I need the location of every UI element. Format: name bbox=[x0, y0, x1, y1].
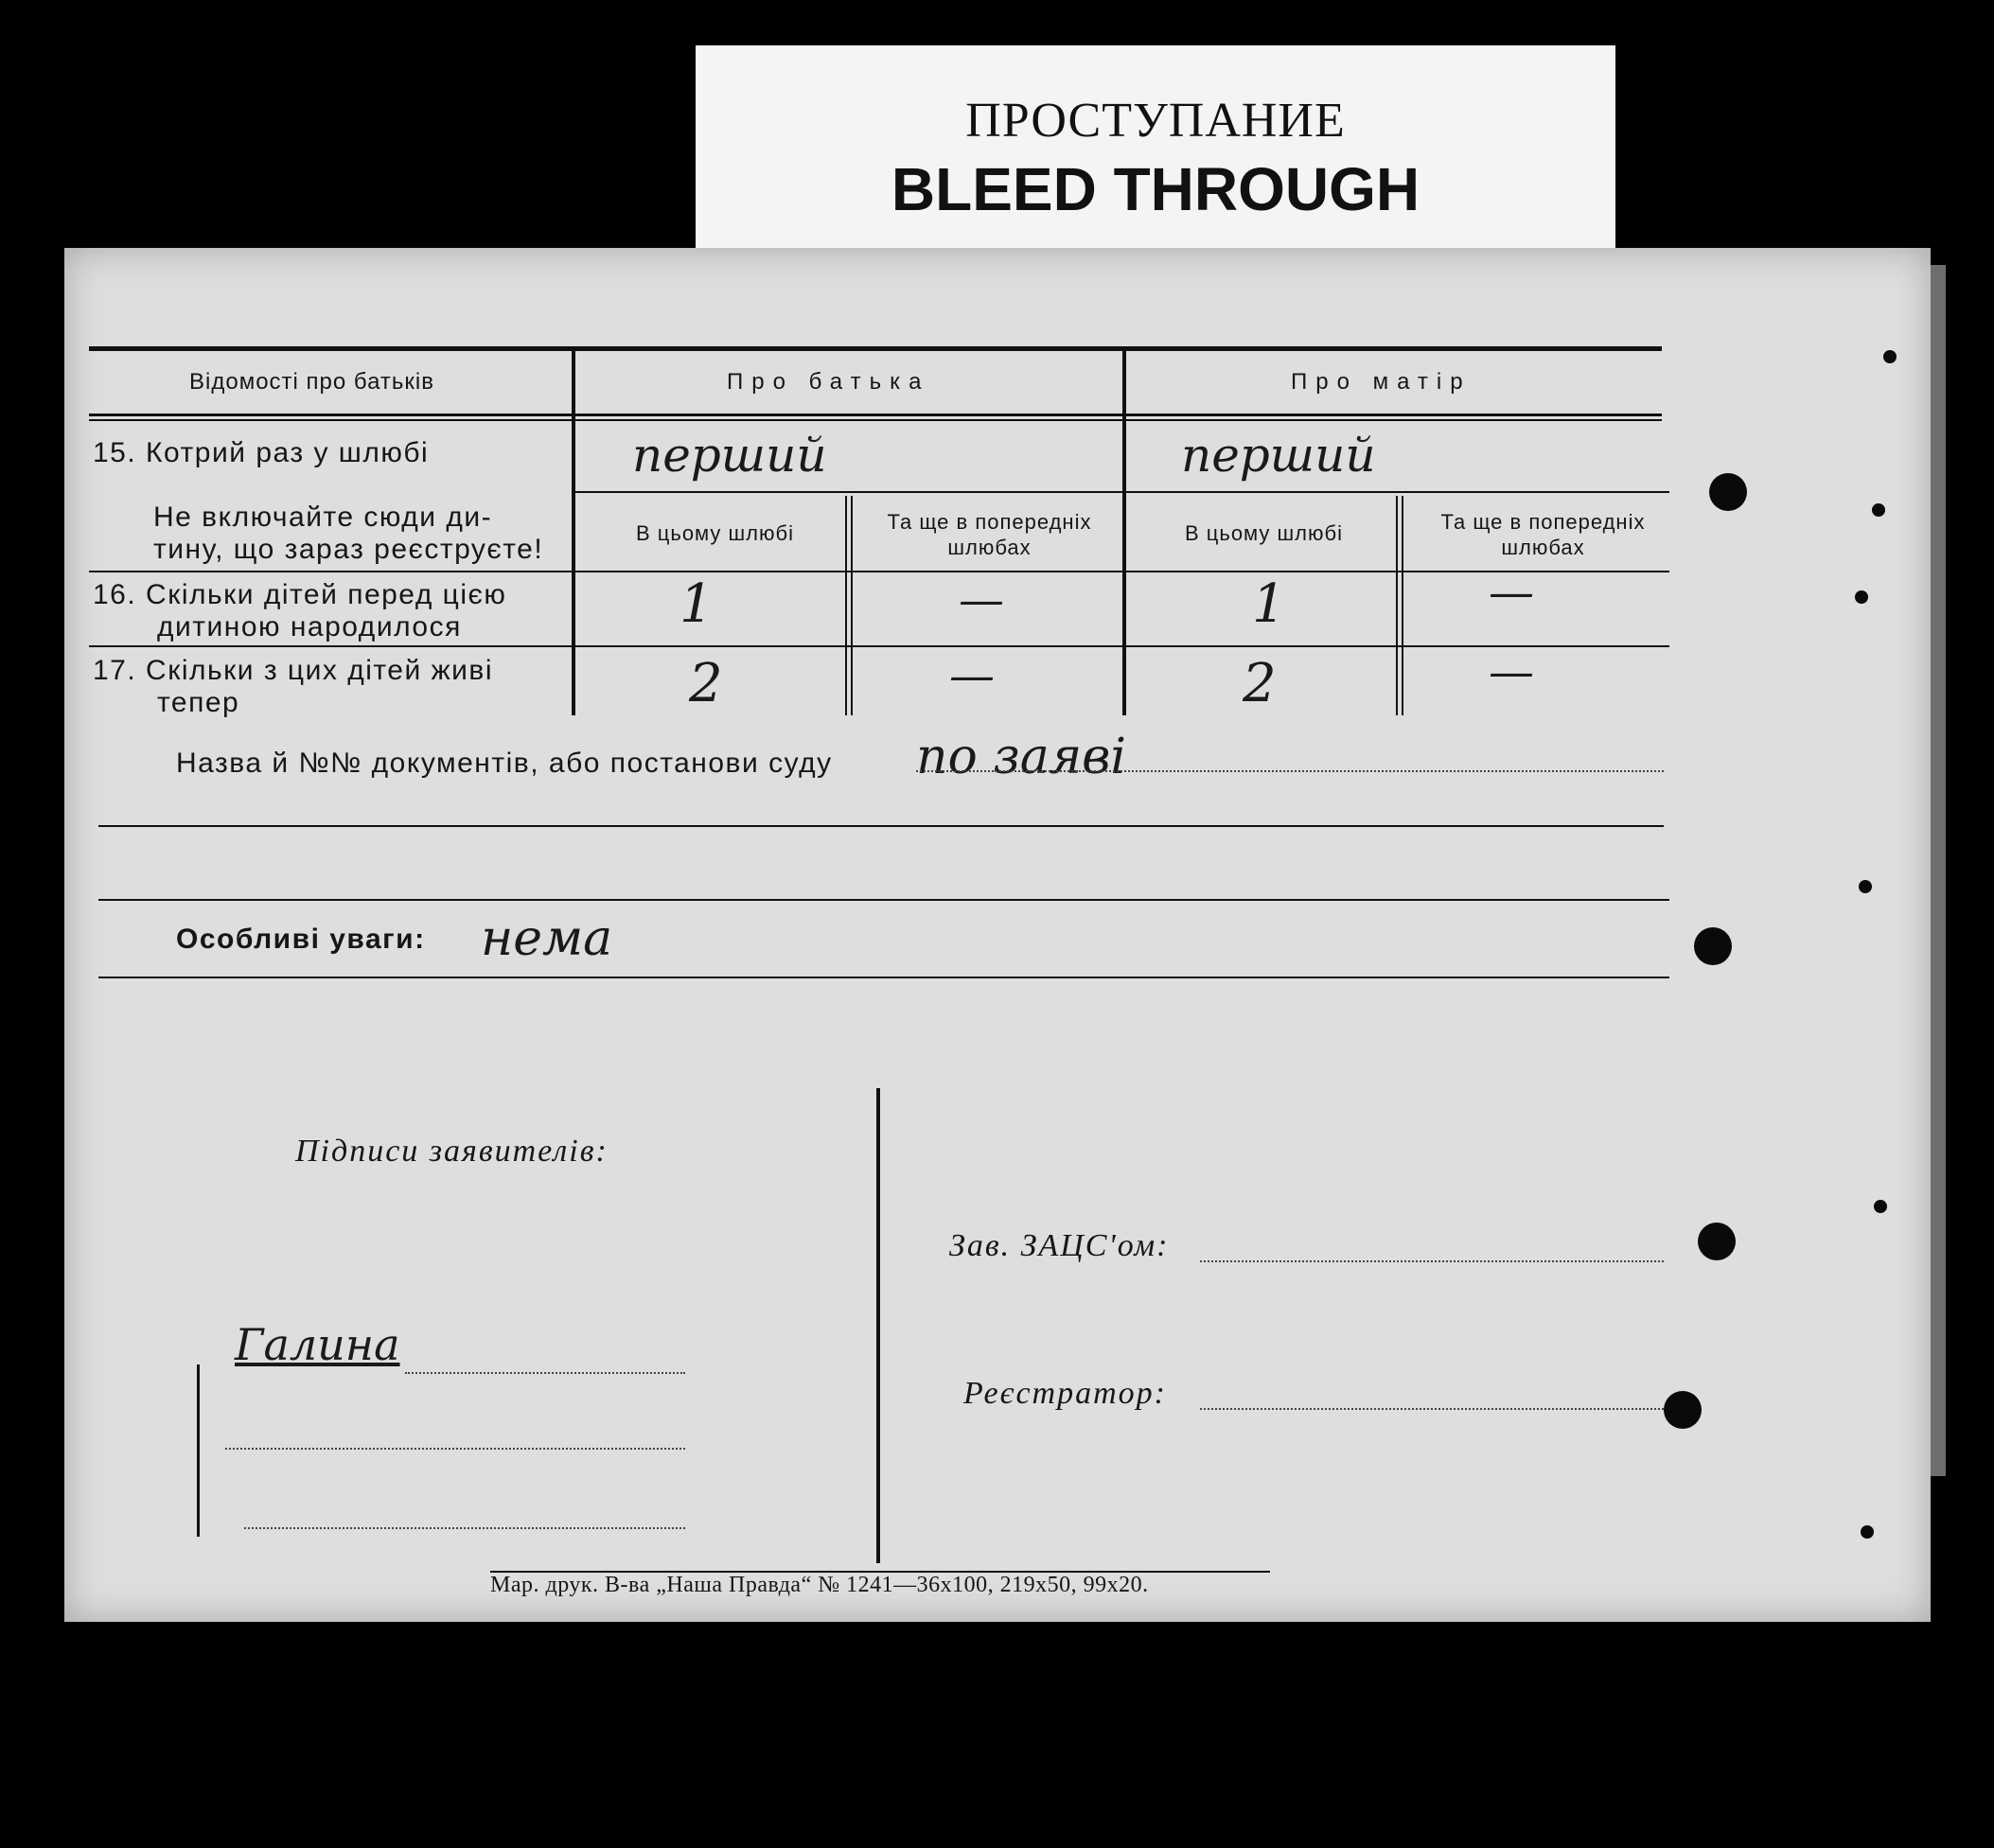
printer-imprint: Мар. друк. В-ва „Наша Правда“ № 1241—36x100, 219x50, 99x20. bbox=[490, 1573, 1149, 1597]
row16-line-2: дитиною народилося bbox=[157, 611, 462, 642]
mother-sub-divider-b bbox=[1402, 496, 1403, 715]
signature-section-divider bbox=[876, 1088, 880, 1563]
bleed-through-label bbox=[696, 45, 1615, 261]
father-sub-divider-a bbox=[845, 496, 847, 715]
applicant-sig-line-3 bbox=[244, 1527, 685, 1529]
punch-hole bbox=[1709, 473, 1747, 511]
col-divider-1 bbox=[572, 348, 575, 715]
row17-father-this: 2 bbox=[689, 653, 723, 714]
mother-sub-divider-a bbox=[1396, 496, 1398, 715]
row16-mother-this: 1 bbox=[1252, 573, 1286, 635]
remarks-value: нема bbox=[481, 910, 613, 967]
note-rule bbox=[89, 571, 1669, 572]
row17-line-1: 17. Скільки з цих дітей живі bbox=[93, 655, 493, 686]
row17-mother-prev: — bbox=[1489, 645, 1534, 698]
punch-hole bbox=[1698, 1223, 1736, 1260]
row16-rule bbox=[89, 645, 1669, 647]
pin-mark bbox=[1855, 590, 1868, 604]
registrar-sig-line bbox=[1200, 1408, 1664, 1410]
mother-prev-marriages-header: Та ще в попередніх шлюбах bbox=[1440, 510, 1646, 559]
remarks-label: Особливі уваги: bbox=[176, 924, 426, 955]
applicant-signature: Галина bbox=[235, 1319, 400, 1370]
row17-mother-this: 2 bbox=[1243, 653, 1277, 714]
applicant-sig-line-1 bbox=[405, 1372, 685, 1374]
header-rule-2 bbox=[89, 419, 1662, 421]
label-russian: ПРОСТУПАНИЕ bbox=[965, 94, 1346, 148]
pin-mark bbox=[1872, 503, 1885, 517]
documents-value: по заяві bbox=[916, 729, 1127, 785]
form-sheet bbox=[64, 248, 1931, 1622]
row17-line-2: тепер bbox=[157, 687, 240, 718]
father-prev-marriages-header: Та ще в попередніх шлюбах bbox=[887, 510, 1092, 559]
header-rule bbox=[89, 414, 1662, 416]
registrar-label: Реєстратор: bbox=[963, 1376, 1167, 1411]
pin-mark bbox=[1883, 350, 1897, 363]
father-sub-divider-b bbox=[851, 496, 853, 715]
header-father: Про батька bbox=[727, 369, 930, 395]
col-divider-2 bbox=[1122, 348, 1126, 715]
pin-mark bbox=[1874, 1200, 1887, 1213]
label-english: BLEED THROUGH bbox=[891, 155, 1421, 223]
row16-father-this: 1 bbox=[679, 573, 714, 635]
signature-bracket bbox=[197, 1364, 200, 1537]
documents-rule-1 bbox=[98, 825, 1664, 827]
header-parents-info: Відомості про батьків bbox=[189, 369, 434, 395]
header-mother: Про матір bbox=[1291, 369, 1472, 395]
documents-rule-2 bbox=[98, 899, 1669, 901]
pin-mark bbox=[1861, 1525, 1874, 1539]
documents-label: Назва й №№ документів, або постанови суду bbox=[176, 748, 833, 779]
remarks-rule bbox=[98, 977, 1669, 978]
mother-this-marriage-header: В цьому шлюбі bbox=[1184, 521, 1344, 545]
punch-hole bbox=[1694, 927, 1732, 965]
paper-edge bbox=[1931, 265, 1946, 1476]
note-line-1: Не включайте сюди ди- bbox=[153, 502, 493, 533]
row15-father-value: перший bbox=[632, 428, 827, 483]
note-line-2: тину, що зараз реєструєте! bbox=[153, 534, 544, 565]
pin-mark bbox=[1859, 880, 1872, 893]
applicants-signatures-label: Підписи заявителів: bbox=[295, 1134, 609, 1169]
row17-father-prev: — bbox=[949, 649, 995, 702]
table-top-rule bbox=[89, 346, 1662, 351]
row15-label: 15. Котрий раз у шлюбі bbox=[93, 437, 430, 468]
row16-father-prev: — bbox=[959, 573, 1004, 626]
head-of-registry-label: Зав. ЗАЦС'ом: bbox=[949, 1228, 1170, 1263]
row16-line-1: 16. Скільки дітей перед цією bbox=[93, 579, 507, 610]
punch-hole bbox=[1664, 1391, 1702, 1429]
row15-mother-value: перший bbox=[1181, 428, 1376, 483]
head-sig-line bbox=[1200, 1260, 1664, 1262]
row16-mother-prev: — bbox=[1489, 566, 1534, 619]
father-this-marriage-header: В цьому шлюбі bbox=[635, 521, 795, 545]
applicant-sig-line-2 bbox=[225, 1448, 685, 1450]
documents-dotted-line bbox=[916, 770, 1664, 772]
